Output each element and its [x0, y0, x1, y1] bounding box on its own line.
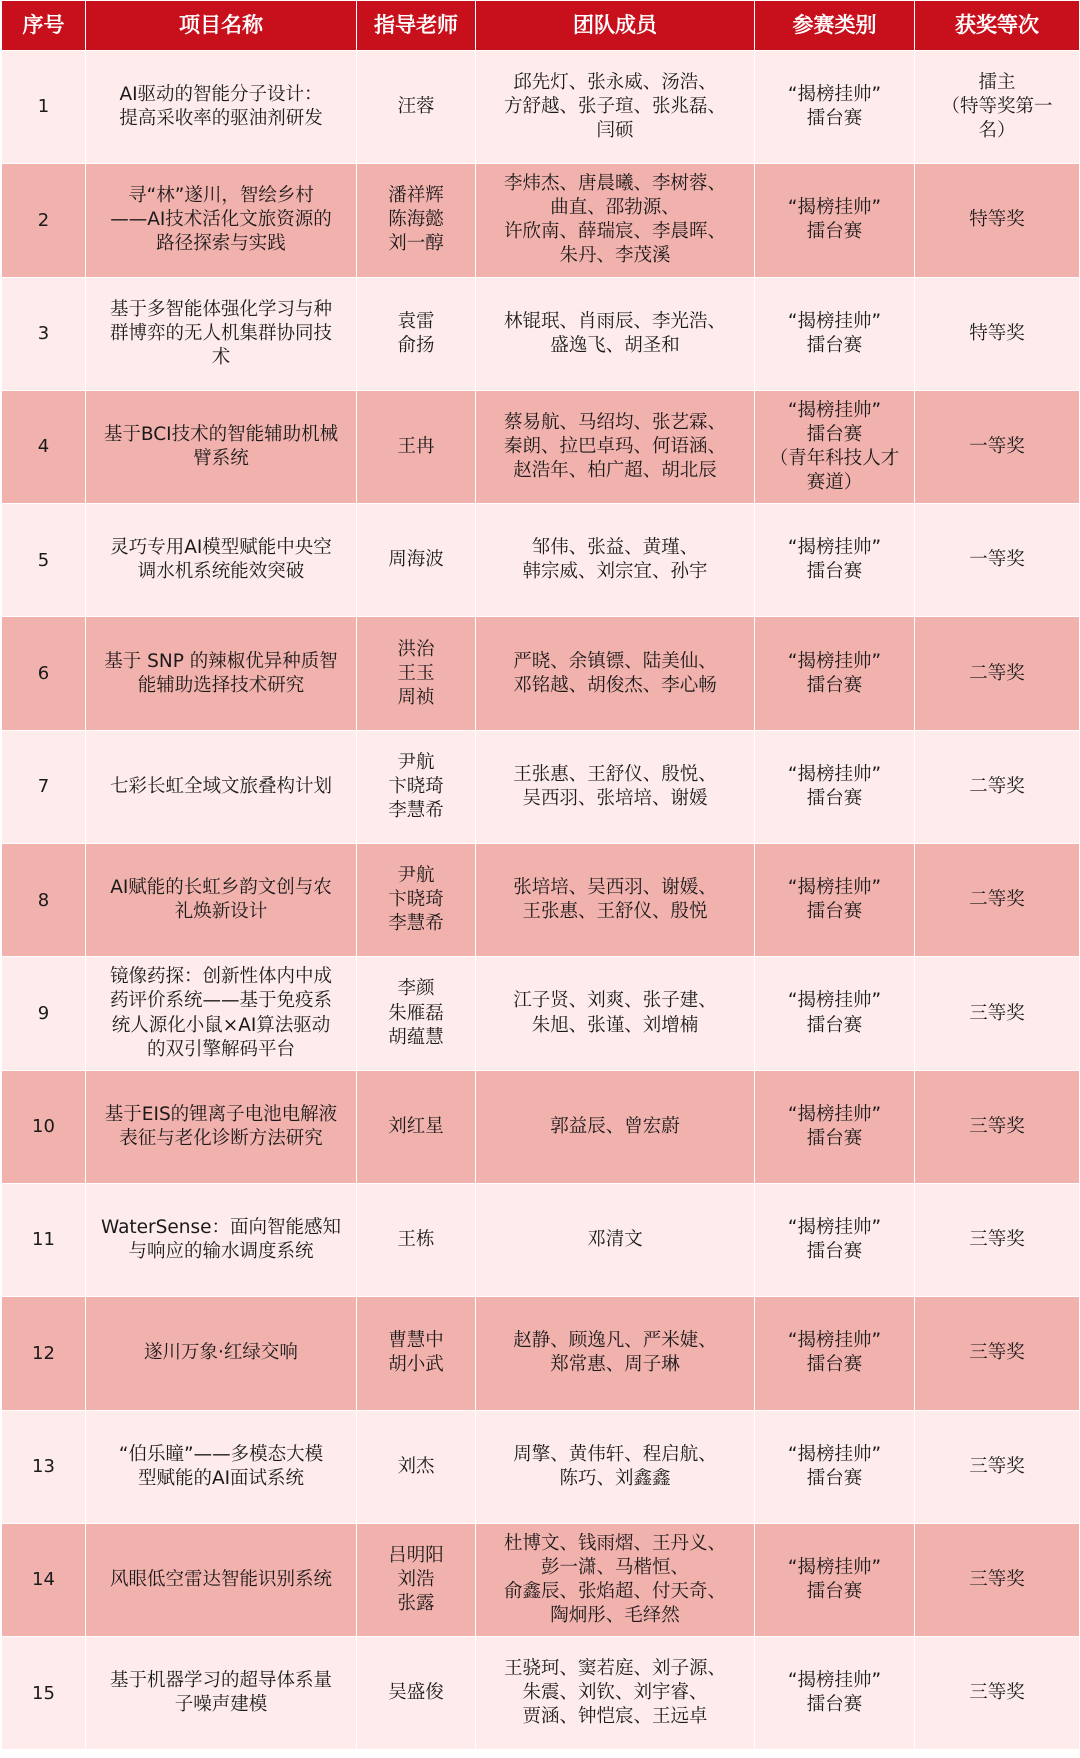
- table-row: [2, 617, 1080, 730]
- team-members: 邹伟、张益、黄瑾、 韩宗威、刘宗宜、孙宇: [476, 504, 755, 617]
- table-row: [2, 730, 1080, 843]
- table-row: [2, 504, 1080, 617]
- competition-category: “揭榜挂帅” 擂台赛: [755, 164, 915, 277]
- advisor-names: 王冉: [357, 390, 476, 503]
- table-row: [2, 390, 1080, 503]
- row-index: 9: [2, 957, 86, 1070]
- table-body: [2, 51, 1080, 1750]
- advisor-names: 吴盛俊: [357, 1637, 476, 1750]
- award-level: 三等奖: [915, 1297, 1080, 1410]
- advisor-names: 潘祥辉 陈海懿 刘一醇: [357, 164, 476, 277]
- competition-category: “揭榜挂帅” 擂台赛: [755, 1637, 915, 1750]
- row-index: 13: [2, 1410, 86, 1523]
- project-name: WaterSense：面向智能感知 与响应的输水调度系统: [86, 1183, 357, 1296]
- project-name: 寻“林”遂川，智绘乡村 ——AI技术活化文旅资源的 路径探索与实践: [86, 164, 357, 277]
- award-level: 二等奖: [915, 617, 1080, 730]
- row-index: 1: [2, 51, 86, 164]
- header-award: 获奖等次: [915, 1, 1080, 51]
- award-level: 三等奖: [915, 1070, 1080, 1183]
- row-index: 3: [2, 277, 86, 390]
- award-level: 特等奖: [915, 277, 1080, 390]
- team-members: 邓清文: [476, 1183, 755, 1296]
- table-row: [2, 844, 1080, 957]
- awards-table: [1, 0, 1080, 1750]
- team-members: 杜博文、钱雨熠、王丹义、 彭一潇、马楷恒、 俞鑫辰、张焰超、付天奇、 陶炯彤、毛绎然: [476, 1523, 755, 1636]
- award-level: 一等奖: [915, 504, 1080, 617]
- competition-category: “揭榜挂帅” 擂台赛 （青年科技人才 赛道）: [755, 390, 915, 503]
- table-row: [2, 1297, 1080, 1410]
- row-index: 2: [2, 164, 86, 277]
- table-row: [2, 1070, 1080, 1183]
- competition-category: “揭榜挂帅” 擂台赛: [755, 1183, 915, 1296]
- team-members: 王张惠、王舒仪、殷悦、 吴西羽、张培培、谢媛: [476, 730, 755, 843]
- award-level: 三等奖: [915, 1523, 1080, 1636]
- project-name: 灵巧专用AI模型赋能中央空 调水机系统能效突破: [86, 504, 357, 617]
- project-name: 基于BCI技术的智能辅助机械 臂系统: [86, 390, 357, 503]
- team-members: 李炜杰、唐晨曦、李树蓉、 曲直、邵勃源、 许欣南、薛瑞宸、李晨晖、 朱丹、李茂溪: [476, 164, 755, 277]
- advisor-names: 李颜 朱雁磊 胡蕴慧: [357, 957, 476, 1070]
- header-index: 序号: [2, 1, 86, 51]
- row-index: 4: [2, 390, 86, 503]
- project-name: 基于 SNP 的辣椒优异种质智 能辅助选择技术研究: [86, 617, 357, 730]
- competition-category: “揭榜挂帅” 擂台赛: [755, 1523, 915, 1636]
- award-level: 擂主 （特等奖第一 名）: [915, 51, 1080, 164]
- advisor-names: 吕明阳 刘浩 张露: [357, 1523, 476, 1636]
- team-members: 周擎、黄伟轩、程启航、 陈巧、刘鑫鑫: [476, 1410, 755, 1523]
- award-level: 三等奖: [915, 1183, 1080, 1296]
- team-members: 张培培、吴西羽、谢媛、 王张惠、王舒仪、殷悦: [476, 844, 755, 957]
- competition-category: “揭榜挂帅” 擂台赛: [755, 277, 915, 390]
- table-row: [2, 1410, 1080, 1523]
- award-level: 三等奖: [915, 957, 1080, 1070]
- team-members: 王骁珂、窦若庭、刘子源、 朱震、刘钦、刘宇睿、 贾涵、钟恺宸、王远卓: [476, 1637, 755, 1750]
- project-name: 镜像药探：创新性体内中成 药评价系统——基于免疫系 统人源化小鼠×AI算法驱动 的双引擎解码平台: [86, 957, 357, 1070]
- competition-category: “揭榜挂帅” 擂台赛: [755, 51, 915, 164]
- project-name: 基于EIS的锂离子电池电解液 表征与老化诊断方法研究: [86, 1070, 357, 1183]
- competition-category: “揭榜挂帅” 擂台赛: [755, 957, 915, 1070]
- table-row: [2, 1523, 1080, 1636]
- advisor-names: 周海波: [357, 504, 476, 617]
- award-level: 二等奖: [915, 730, 1080, 843]
- row-index: 7: [2, 730, 86, 843]
- header-members: 团队成员: [476, 1, 755, 51]
- project-name: AI赋能的长虹乡韵文创与农 礼焕新设计: [86, 844, 357, 957]
- advisor-names: 汪蓉: [357, 51, 476, 164]
- advisor-names: 尹航 卞晓琦 李慧希: [357, 730, 476, 843]
- row-index: 15: [2, 1637, 86, 1750]
- team-members: 严晓、余镇镖、陆美仙、 邓铭越、胡俊杰、李心畅: [476, 617, 755, 730]
- project-name: 遂川万象·红绿交响: [86, 1297, 357, 1410]
- table-row: [2, 51, 1080, 164]
- row-index: 8: [2, 844, 86, 957]
- award-level: 一等奖: [915, 390, 1080, 503]
- row-index: 11: [2, 1183, 86, 1296]
- competition-category: “揭榜挂帅” 擂台赛: [755, 1410, 915, 1523]
- table-row: [2, 1637, 1080, 1750]
- competition-category: “揭榜挂帅” 擂台赛: [755, 730, 915, 843]
- project-name: 风眼低空雷达智能识别系统: [86, 1523, 357, 1636]
- team-members: 郭益辰、曾宏蔚: [476, 1070, 755, 1183]
- table-row: [2, 957, 1080, 1070]
- advisor-names: 曹慧中 胡小武: [357, 1297, 476, 1410]
- row-index: 14: [2, 1523, 86, 1636]
- row-index: 10: [2, 1070, 86, 1183]
- award-level: 二等奖: [915, 844, 1080, 957]
- header-advisor: 指导老师: [357, 1, 476, 51]
- team-members: 江子贤、刘爽、张子建、 朱旭、张谨、刘增楠: [476, 957, 755, 1070]
- project-name: 基于机器学习的超导体系量 子噪声建模: [86, 1637, 357, 1750]
- header-category: 参赛类别: [755, 1, 915, 51]
- competition-category: “揭榜挂帅” 擂台赛: [755, 504, 915, 617]
- row-index: 5: [2, 504, 86, 617]
- table-row: [2, 164, 1080, 277]
- project-name: 七彩长虹全域文旅叠构计划: [86, 730, 357, 843]
- competition-category: “揭榜挂帅” 擂台赛: [755, 1297, 915, 1410]
- competition-category: “揭榜挂帅” 擂台赛: [755, 1070, 915, 1183]
- team-members: 邱先灯、张永威、汤浩、 方舒越、张子瑄、张兆磊、 闫硕: [476, 51, 755, 164]
- award-level: 三等奖: [915, 1410, 1080, 1523]
- award-level: 三等奖: [915, 1637, 1080, 1750]
- row-index: 12: [2, 1297, 86, 1410]
- competition-category: “揭榜挂帅” 擂台赛: [755, 617, 915, 730]
- row-index: 6: [2, 617, 86, 730]
- header-project: 项目名称: [86, 1, 357, 51]
- competition-category: “揭榜挂帅” 擂台赛: [755, 844, 915, 957]
- advisor-names: 尹航 卞晓琦 李慧希: [357, 844, 476, 957]
- advisor-names: 刘杰: [357, 1410, 476, 1523]
- table-header-row: [2, 1, 1080, 51]
- advisor-names: 王栋: [357, 1183, 476, 1296]
- award-level: 特等奖: [915, 164, 1080, 277]
- advisor-names: 洪治 王玉 周祯: [357, 617, 476, 730]
- project-name: 基于多智能体强化学习与种 群博弈的无人机集群协同技 术: [86, 277, 357, 390]
- team-members: 林锟珉、肖雨辰、李光浩、 盛逸飞、胡圣和: [476, 277, 755, 390]
- advisor-names: 袁雷 俞扬: [357, 277, 476, 390]
- team-members: 蔡易航、马绍均、张艺霖、 秦朗、拉巴卓玛、何语涵、 赵浩年、柏广超、胡北辰: [476, 390, 755, 503]
- table-row: [2, 277, 1080, 390]
- project-name: AI驱动的智能分子设计： 提高采收率的驱油剂研发: [86, 51, 357, 164]
- team-members: 赵静、顾逸凡、严米婕、 郑常惠、周子琳: [476, 1297, 755, 1410]
- project-name: “伯乐瞳”——多模态大模 型赋能的AI面试系统: [86, 1410, 357, 1523]
- table-row: [2, 1183, 1080, 1296]
- advisor-names: 刘红星: [357, 1070, 476, 1183]
